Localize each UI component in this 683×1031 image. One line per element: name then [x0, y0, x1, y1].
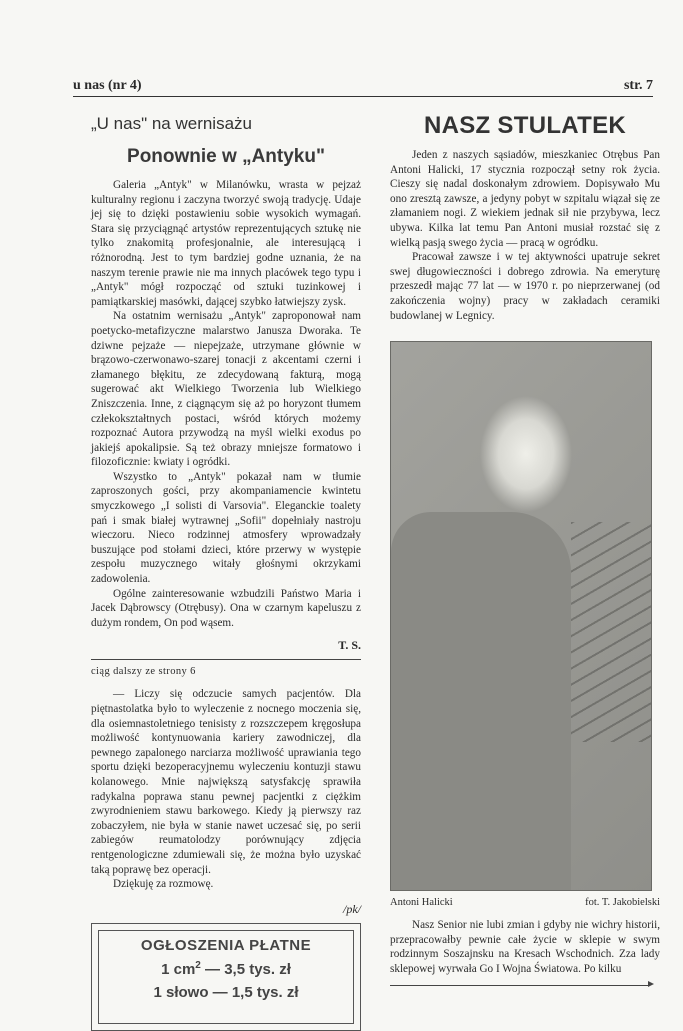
- page-header: [73, 78, 653, 97]
- article-paragraph: Nasz Senior nie lubi zmian i gdyby nie wichry historii, przepracowałby pewnie całe życie w sklepie w swym rodzinnym Soszajnsku na Kresach Wschodnich. Zza lady sklepowej wyrwała Go I Wojna Światowa. Po kilku: [390, 919, 660, 975]
- author-signature: T. S.: [338, 638, 361, 653]
- photo-credit: fot. T. Jakobielski: [585, 897, 660, 909]
- page-number: str. 7: [623, 78, 653, 93]
- right-column: [390, 110, 660, 986]
- article-paragraph: — Liczy się odczucie samych pacjentów. Dla piętnastolatka było to wyleczenie z nocnego moczenia się, dla osiemnastoletniego tenisisty z rozszczepem kręgosłupa możliwość kontynuowania kariery zawodniczej, dla pewnego zapalonego narciarza możliwość uprawiania tego sportu dzięki bezoperacyjnemu wyleczeniu kontuzji stawu kolanowego. Mnie największą satysfakcję sprawiła radykalna poprawa stanu pewnej pacjentki z ciężkim zwyrodnieniem stawu barkowego. Kiedy ją pierwszy raz zobaczyłem, nie była w stanie nawet uczesać się, po serii zabiegów reumatolodzy porównujący zdjęcia rentgenologiczne zdumiewali się, że można było uzyskać taką poprawę bez operacji.: [91, 688, 361, 876]
- continued-note: ciąg dalszy ze strony 6: [91, 666, 196, 678]
- photo-caption-name: Antoni Halicki: [390, 897, 453, 909]
- article-paragraph: Na ostatnim wernisażu „Antyk" zaproponował nam poetycko-metafizyczne malarstwo Janusza Dworaka. Te dziwne pejzaże — niepejzaże, utrzymane głównie w brązowo-czerwonawo-szarej tonacji z akcentami czerni i złamanego błękitu, ze zdecydowaną fakturą, mogą sugerować akt Wielkiego Tworzenia lub Wielkiego Zniszczenia. Inne, z ciągnącym się aż po horyzont tłumem człekokształtnych postaci, wśród których możemy rozpoznać Autora przywodzą na myśl wielki exodus po jakiejś apokalipsie. Są też obrazy mniejsze formatowo i filozoficznie: kwiaty i ogródki.: [91, 310, 361, 469]
- author-signature: /pk/: [343, 901, 361, 916]
- section-divider: [91, 659, 361, 660]
- photo-figure: [391, 512, 571, 890]
- article-paragraph: Galeria „Antyk" w Milanówku, wrasta w pejzaż kulturalny regionu i zaczyna tworzyć swoją tradycję. Udaje jej się to dzięki postawieniu sobie wysokich wymagań. Stara się przyciągnąć artystów reprezentujących sztukę nie tylko znakomitą profesjonalnie, ale interesującą i różnorodną. Jest to tym bardziej godne uznania, że na naszym terenie prawie nie ma innych placówek tego typu i „Antyk" mógł rozpocząć od sztuki tuzinkowej i pamiątkarskiej masówki, dającej szybko łatwiejszy zysk.: [91, 179, 361, 308]
- article-headline: Ponownie w „Antyku": [127, 146, 325, 167]
- article-paragraph: Dziękuję za rozmowę.: [113, 878, 214, 891]
- article-paragraph: Wszystko to „Antyk" pokazał nam w tłumie zaproszonych gości, przy akompaniamencie kwintetu smyczkowego „I solisti di Varsovia". Eleganckie toalety pań i smak białej wytrawnej „Sofii" dopełniały nastroju wieczoru. Nieco rodzinnej atmosfery wprowadzały buszujące pod stołami dzieci, które przerwy w występie zespołu muzycznego witały głośnymi okrzykami zadowolenia.: [91, 470, 361, 586]
- paid-ads-box-inner: [98, 930, 354, 1024]
- ad-price-cm2-unit: 1 cm: [161, 960, 196, 978]
- publication-name: u nas (nr 4): [73, 78, 142, 93]
- paid-ads-box: [91, 923, 361, 1031]
- article-paragraph: Ogólne zainteresowanie wzbudzili Państwo Maria i Jacek Dąbrowscy (Otrębusy). Ona w czarnym kapeluszu z dużym rondem, On pod wąsem.: [91, 587, 361, 629]
- article-headline: NASZ STULATEK: [423, 112, 627, 139]
- ad-box-title: OGŁOSZENIA PŁATNE: [140, 936, 312, 954]
- ad-price-cm2: [99, 960, 353, 978]
- photo-plant: [571, 522, 651, 742]
- article-kicker: „U nas" na wernisażu: [91, 114, 252, 133]
- left-column: [91, 110, 361, 1031]
- ad-price-superscript: 2: [195, 959, 201, 971]
- photo-caption: [390, 897, 660, 908]
- portrait-photo: [390, 341, 652, 891]
- article-paragraph: Pracował zawsze i w tej aktywności upatruje sekret swej długowieczności i dobrego zdrowia. Na emeryturę przeszedł mając 77 lat — w 1970 r. po nieprzerwanej (od zakończenia wojny) pracy w zakładach ceramiki budowlanej w Legnicy.: [390, 251, 660, 322]
- article-paragraph: Jeden z naszych sąsiadów, mieszkaniec Otrębus Pan Antoni Halicki, 17 stycznia rozpoczął setny rok życia. Cieszy się nadal doskonałym zdrowiem. Dopisywało Mu ono zresztą zawsze, a jedyny pobyt w szpitalu wiązał się ze złamaniem nogi. Z wiekiem jednak sił nie przybywa, lecz ubywa. Kilka lat temu Pan Antoni musiał rozstać się z wielką pasją swego życia — pracą w ogródku.: [390, 149, 660, 249]
- continued-arrow-rule: [390, 985, 650, 986]
- ad-price-word: 1 słowo — 1,5 tys. zł: [153, 983, 299, 1001]
- ad-price-cm2-value: — 3,5 tys. zł: [200, 960, 291, 978]
